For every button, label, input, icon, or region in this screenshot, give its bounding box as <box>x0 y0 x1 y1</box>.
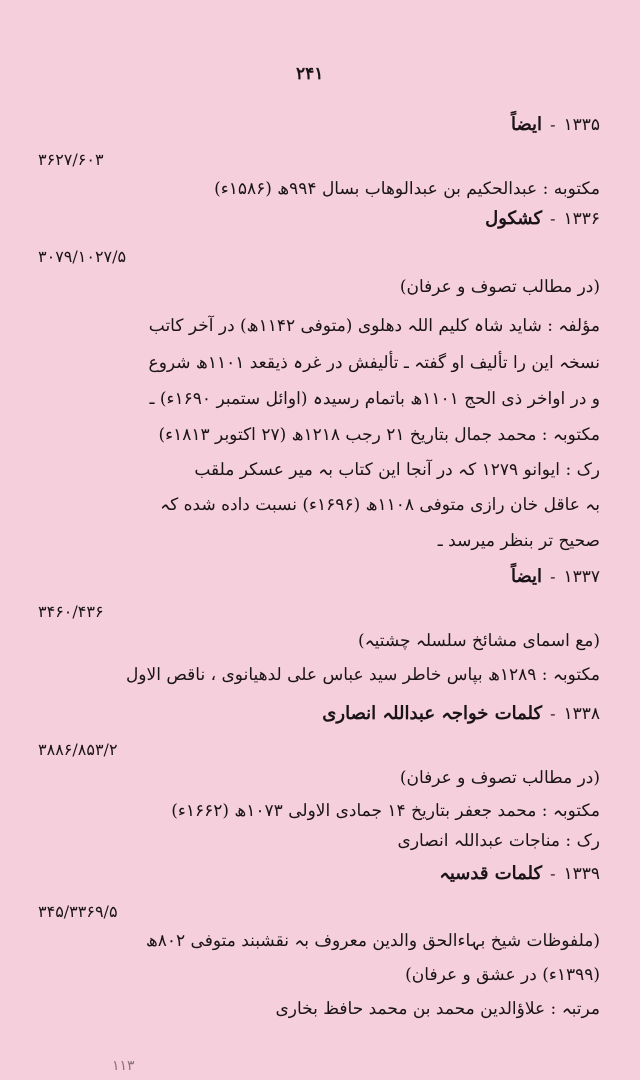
entry-heading: ۱۳۳۹-کلمات قدسیہ <box>439 863 600 884</box>
catalog-reference: ۳۰۷۹/۱۰۲۷/۵ <box>38 247 127 266</box>
entry-line: (مع اسمای مشائخ سلسلہ چشتیہ) <box>358 631 600 651</box>
entry-heading: ۱۳۳۵-ایضاً <box>510 114 600 135</box>
entry-heading: ۱۳۳۷-ایضاً <box>510 566 600 587</box>
entry-line: (در مطالب تصوف و عرفان) <box>399 277 600 297</box>
entry-line: مؤلفہ : شاید شاہ کلیم اللہ دهلوی (متوفی ۱۱۴۲ھ) در آخر کاتب <box>148 316 600 336</box>
entry-line: رک : مناجات عبداللہ انصاری <box>397 831 600 851</box>
footer-mark: ۱۱۳ <box>112 1058 135 1074</box>
entry-line: بہ عاقل خان رازی متوفی ۱۱۰۸ھ (۱۶۹۶ء) نسبت داده شده کہ <box>160 495 600 515</box>
entry-line: نسخہ این را تألیف او گفتہ ـ تألیفش در غرہ ذیقعد ۱۱۰۱ھ شروع <box>148 353 600 373</box>
entry-line: و در اواخر ذی الحج ۱۱۰۱ھ باتمام رسیدہ (اوائل ستمبر ۱۶۹۰ء) ـ <box>149 389 600 409</box>
entry-title: کلمات قدسیہ <box>439 863 543 884</box>
entry-number: ۱۳۳۷ <box>563 567 600 587</box>
entry-number: ۱۳۳۸ <box>563 704 600 724</box>
entry-line: مرتبہ : علاؤالدین محمد بن محمد حافظ بخاری <box>275 999 600 1019</box>
page-number: ۲۴۱ <box>296 64 324 84</box>
entry-line: (در مطالب تصوف و عرفان) <box>399 768 600 788</box>
entry-line: مکتوبہ : محمد جمال بتاریخ ۲۱ رجب ۱۲۱۸ھ (۲۷ اکتوبر ۱۸۱۳ء) <box>158 425 600 445</box>
entry-line: مکتوبه : عبدالحکیم بن عبدالوهاب بسال ۹۹۴ھ (۱۵۸۶ء) <box>214 179 600 199</box>
catalog-reference: ۳۴۵/۳۳۶۹/۵ <box>38 902 118 921</box>
entry-number: ۱۳۳۹ <box>563 864 600 884</box>
entry-line: مکتوبہ : محمد جعفر بتاریخ ۱۴ جمادی الاولی ۱۰۷۳ھ (۱۶۶۲ء) <box>171 801 600 821</box>
catalog-reference: ۳۶۲۷/۶۰۳ <box>38 150 104 169</box>
entry-title: کشکول <box>485 208 543 229</box>
entry-number: ۱۳۳۶ <box>563 209 600 229</box>
entry-line: صحیح تر بنظر میرسد ـ <box>437 531 600 551</box>
entry-heading: ۱۳۳۶-کشکول <box>485 208 600 229</box>
entry-number: ۱۳۳۵ <box>563 115 600 135</box>
catalog-reference: ۳۴۶۰/۴۳۶ <box>38 602 104 621</box>
entry-title: کلمات خواجہ عبداللہ انصاری <box>322 703 543 724</box>
entry-heading: ۱۳۳۸-کلمات خواجہ عبداللہ انصاری <box>322 703 600 724</box>
entry-line: (ملفوظات شیخ بہاءالحق والدین معروف بہ نقشبند متوفی ۸۰۲ھ <box>145 931 600 951</box>
entry-line: مکتوبہ : ۱۲۸۹ھ بپاس خاطر سید عباس علی لدهیانوی ، ناقص الاول <box>125 665 600 685</box>
entry-title: ایضاً <box>510 114 543 135</box>
entry-title: ایضاً <box>510 566 543 587</box>
entry-line: رک : ایوانو ۱۲۷۹ کہ در آنجا این کتاب بہ میر عسکر ملقب <box>194 460 600 480</box>
catalog-reference: ۳۸۸۶/۸۵۳/۲ <box>38 740 118 759</box>
entry-line: (۱۳۹۹ء) در عشق و عرفان) <box>405 965 600 985</box>
